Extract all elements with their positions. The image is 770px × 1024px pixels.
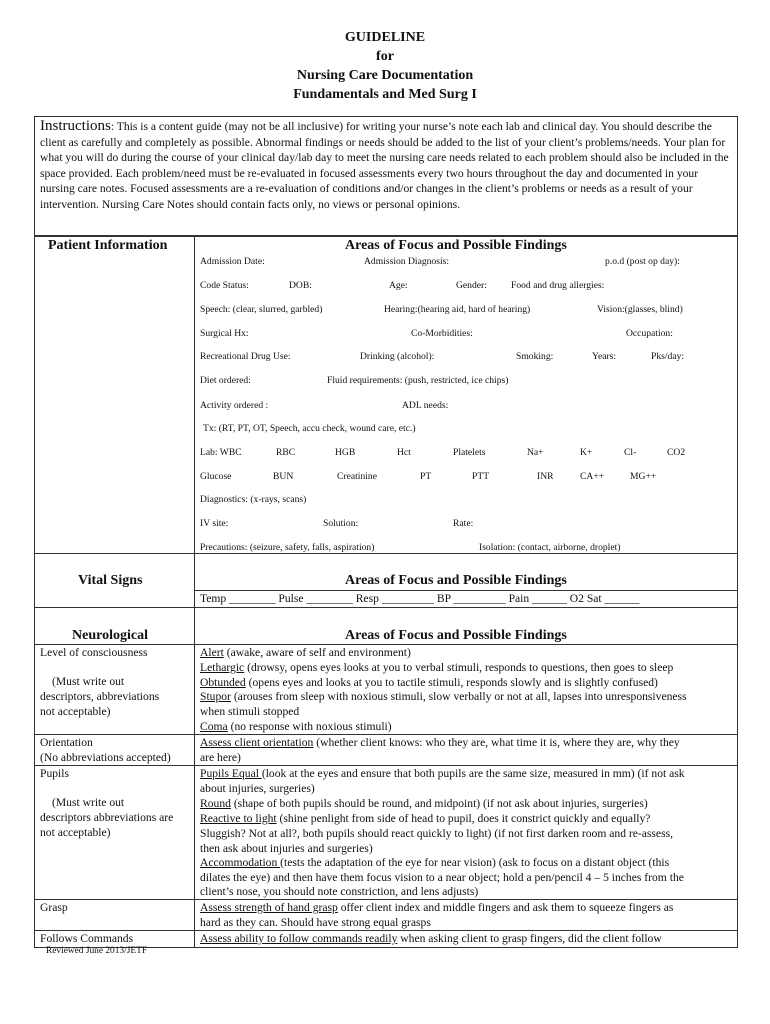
pupils-equal-finding bbox=[200, 766, 685, 781]
creatinine-label: Creatinine bbox=[337, 471, 377, 482]
alert-desc: (awake, aware of self and environment) bbox=[223, 646, 411, 659]
k-label: K+ bbox=[580, 447, 593, 458]
reactive-term: Reactive to light bbox=[200, 812, 277, 825]
obtunded-term: Obtunded bbox=[200, 676, 246, 689]
pupils-label: Pupils bbox=[40, 767, 69, 780]
hearing-label: Hearing:(hearing aid, hard of hearing) bbox=[384, 304, 531, 315]
mg-label: MG++ bbox=[630, 471, 657, 482]
pod-label: p.o.d (post op day): bbox=[605, 256, 680, 267]
coma-finding bbox=[200, 719, 392, 734]
ca-label: CA++ bbox=[580, 471, 605, 482]
bun-label: BUN bbox=[273, 471, 294, 482]
footer-reviewed: Reviewed June 2013/JETF bbox=[46, 946, 148, 956]
neuro-areas-heading: Areas of Focus and Possible Findings bbox=[345, 628, 567, 643]
stupor-finding-cont: when stimuli stopped bbox=[200, 705, 300, 718]
coma-term: Coma bbox=[200, 720, 228, 733]
precautions-label: Precautions: (seizure, safety, falls, aspiration) bbox=[200, 542, 375, 553]
dob-label: DOB: bbox=[289, 280, 312, 291]
lethargic-term: Lethargic bbox=[200, 661, 245, 674]
lethargic-finding bbox=[200, 660, 673, 675]
grasp-finding bbox=[200, 900, 673, 915]
follows-desc: when asking client to grasp fingers, did the client follow bbox=[397, 932, 662, 945]
neuro-heading: Neurological bbox=[72, 628, 148, 643]
smoking-label: Smoking: bbox=[516, 351, 554, 362]
recreational-drug-label: Recreational Drug Use: bbox=[200, 351, 291, 362]
comorbidities-label: Co-Morbidities: bbox=[411, 328, 473, 339]
vital-section-bottom bbox=[34, 607, 737, 608]
activity-label: Activity ordered : bbox=[200, 400, 269, 411]
rbc-label: RBC bbox=[276, 447, 296, 458]
tx-label: Tx: (RT, PT, OT, Speech, accu check, wound care, etc.) bbox=[203, 423, 416, 434]
code-status-label: Code Status: bbox=[200, 280, 249, 291]
patient-info-heading: Patient Information bbox=[48, 238, 168, 253]
must-write-2a: (Must write out bbox=[52, 796, 125, 809]
diagnostics-label: Diagnostics: (x-rays, scans) bbox=[200, 494, 307, 505]
doc-title-line1: GUIDELINE bbox=[344, 30, 426, 45]
vital-signs-line: Temp ________ Pulse ________ Resp _________ BP _________ Pain ______ O2 Sat ______ bbox=[200, 592, 640, 605]
doc-title-line4: Fundamentals and Med Surg I bbox=[293, 87, 477, 102]
pt-label: PT bbox=[420, 471, 432, 482]
pupils-equal-cont: about injuries, surgeries) bbox=[200, 782, 315, 795]
lab-wbc-label: Lab: WBC bbox=[200, 447, 242, 458]
obtunded-finding bbox=[200, 675, 658, 690]
must-write-2b: descriptors abbreviations are bbox=[40, 811, 174, 824]
patient-section-bottom bbox=[34, 553, 737, 554]
reactive-desc: (shine penlight from side of head to pupil, does it constrict quickly and equally? bbox=[276, 812, 651, 825]
allergies-label: Food and drug allergies: bbox=[511, 280, 605, 291]
follows-term: Assess ability to follow commands readily bbox=[200, 932, 398, 945]
co2-label: CO2 bbox=[667, 447, 686, 458]
stupor-desc: (arouses from sleep with noxious stimuli, slow verbally or not at all, lapses into unresponsiveness bbox=[230, 690, 687, 703]
vital-areas-heading: Areas of Focus and Possible Findings bbox=[345, 573, 567, 588]
accommodation-desc: (tests the adaptation of the eye for near vision) (ask to focus on a distant object (this bbox=[280, 856, 670, 869]
reactive-cont-2: then ask about injuries and surgeries) bbox=[200, 842, 373, 855]
drinking-label: Drinking (alcohol): bbox=[360, 351, 435, 362]
follows-commands-label: Follows Commands bbox=[40, 932, 134, 945]
instructions-text bbox=[40, 119, 734, 212]
must-write-1b: descriptors, abbreviations bbox=[40, 690, 160, 703]
speech-label: Speech: (clear, slurred, garbled) bbox=[200, 304, 323, 315]
hct-label: Hct bbox=[397, 447, 411, 458]
patient-areas-heading: Areas of Focus and Possible Findings bbox=[345, 238, 567, 253]
grasp-desc: offer client index and middle fingers and ask them to squeeze fingers as bbox=[337, 901, 674, 914]
accommodation-term: Accommodation bbox=[200, 856, 281, 869]
doc-title-line3: Nursing Care Documentation bbox=[296, 68, 474, 83]
must-write-1c: not acceptable) bbox=[40, 705, 111, 718]
stupor-term: Stupor bbox=[200, 690, 231, 703]
fluid-label: Fluid requirements: (push, restricted, ice chips) bbox=[327, 375, 509, 386]
reactive-cont-1: Sluggish? Not at all?, both pupils should react quickly to light) (if not first darken room and re-assess, bbox=[200, 827, 674, 840]
orientation-term: Assess client orientation bbox=[200, 736, 314, 749]
rate-label: Rate: bbox=[453, 518, 474, 529]
vital-signs-heading: Vital Signs bbox=[78, 573, 143, 588]
grasp-finding-cont: hard as they can. Should have strong equal grasps bbox=[200, 916, 431, 929]
reactive-finding bbox=[200, 811, 650, 826]
grasp-label: Grasp bbox=[40, 901, 68, 914]
must-write-2c: not acceptable) bbox=[40, 826, 111, 839]
instructions-body: : This is a content guide (may not be all inclusive) for writing your nurse’s note each lab and clinical day. You should describe the client as carefully and completely as possible. Abnormal findings or needs should be added to the list of your client’s problems/needs. Your plan for what you will do during the course of your clinical day/lab day to meet the nursing care needs related to each problem should also be included in the space provided. Each problem/need must be re-evaluated in focused assessments every two hours throughout the day and documented in your nursing care notes. Focused assessments are a re-evaluation of conditions and/or changes in the client’s problems or needs as a result of your intervention. Nursing Care Notes should contain facts only, no views or personal opinions. bbox=[40, 120, 729, 211]
surgical-hx-label: Surgical Hx: bbox=[200, 328, 249, 339]
pupils-equal-desc: (look at the eyes and ensure that both pupils are the same size, measured in mm) (if not ask bbox=[261, 767, 685, 780]
years-label: Years: bbox=[592, 351, 617, 362]
accommodation-cont-1: dilates the eye) and then have them focus vision to a near object; hold a pen/pencil 4 – 5 inches from the bbox=[200, 871, 684, 884]
instructions-lead: Instructions bbox=[40, 118, 111, 134]
follows-finding bbox=[200, 931, 662, 946]
glucose-label: Glucose bbox=[200, 471, 232, 482]
round-finding bbox=[200, 796, 648, 811]
vision-label: Vision:(glasses, blind) bbox=[597, 304, 683, 315]
stupor-finding bbox=[200, 689, 687, 704]
coma-desc: (no response with noxious stimuli) bbox=[227, 720, 392, 733]
solution-label: Solution: bbox=[323, 518, 359, 529]
admission-diagnosis-label: Admission Diagnosis: bbox=[364, 256, 450, 267]
column-divider bbox=[194, 236, 195, 947]
orientation-finding bbox=[200, 735, 680, 750]
round-term: Round bbox=[200, 797, 231, 810]
orientation-label: Orientation bbox=[40, 736, 93, 749]
alert-term: Alert bbox=[200, 646, 224, 659]
age-label: Age: bbox=[389, 280, 408, 291]
iv-site-label: IV site: bbox=[200, 518, 229, 529]
grasp-term: Assess strength of hand grasp bbox=[200, 901, 338, 914]
occupation-label: Occupation: bbox=[626, 328, 673, 339]
round-desc: (shape of both pupils should be round, and midpoint) (if not ask about injuries, surgeries) bbox=[230, 797, 648, 810]
accommodation-cont-2: client’s nose, you should note constriction, and lens adjusts) bbox=[200, 885, 479, 898]
inr-label: INR bbox=[537, 471, 554, 482]
diet-label: Diet ordered: bbox=[200, 375, 251, 386]
no-abbrev-label: (No abbreviations accepted) bbox=[40, 751, 171, 764]
platelets-label: Platelets bbox=[453, 447, 486, 458]
obtunded-desc: (opens eyes and looks at you to tactile stimuli, responds slowly and is slightly confused) bbox=[245, 676, 658, 689]
na-label: Na+ bbox=[527, 447, 544, 458]
ptt-label: PTT bbox=[472, 471, 490, 482]
gender-label: Gender: bbox=[456, 280, 487, 291]
isolation-label: Isolation: (contact, airborne, droplet) bbox=[479, 542, 621, 553]
doc-title-line2: for bbox=[376, 49, 394, 64]
adl-label: ADL needs: bbox=[402, 400, 449, 411]
pks-label: Pks/day: bbox=[651, 351, 685, 362]
admission-date-label: Admission Date: bbox=[200, 256, 265, 267]
must-write-1a: (Must write out bbox=[52, 675, 125, 688]
accommodation-finding bbox=[200, 855, 669, 870]
hgb-label: HGB bbox=[335, 447, 356, 458]
orientation-desc: (whether client knows: who they are, what time it is, where they are, why they bbox=[313, 736, 680, 749]
loc-label: Level of consciousness bbox=[40, 646, 148, 659]
pupils-equal-term: Pupils Equal bbox=[200, 767, 262, 780]
orientation-finding-cont: are here) bbox=[200, 751, 241, 764]
lethargic-desc: (drowsy, opens eyes looks at you to verbal stimuli, responds to questions, then goes to sleep bbox=[244, 661, 674, 674]
cl-label: Cl- bbox=[624, 447, 637, 458]
alert-finding bbox=[200, 645, 411, 660]
